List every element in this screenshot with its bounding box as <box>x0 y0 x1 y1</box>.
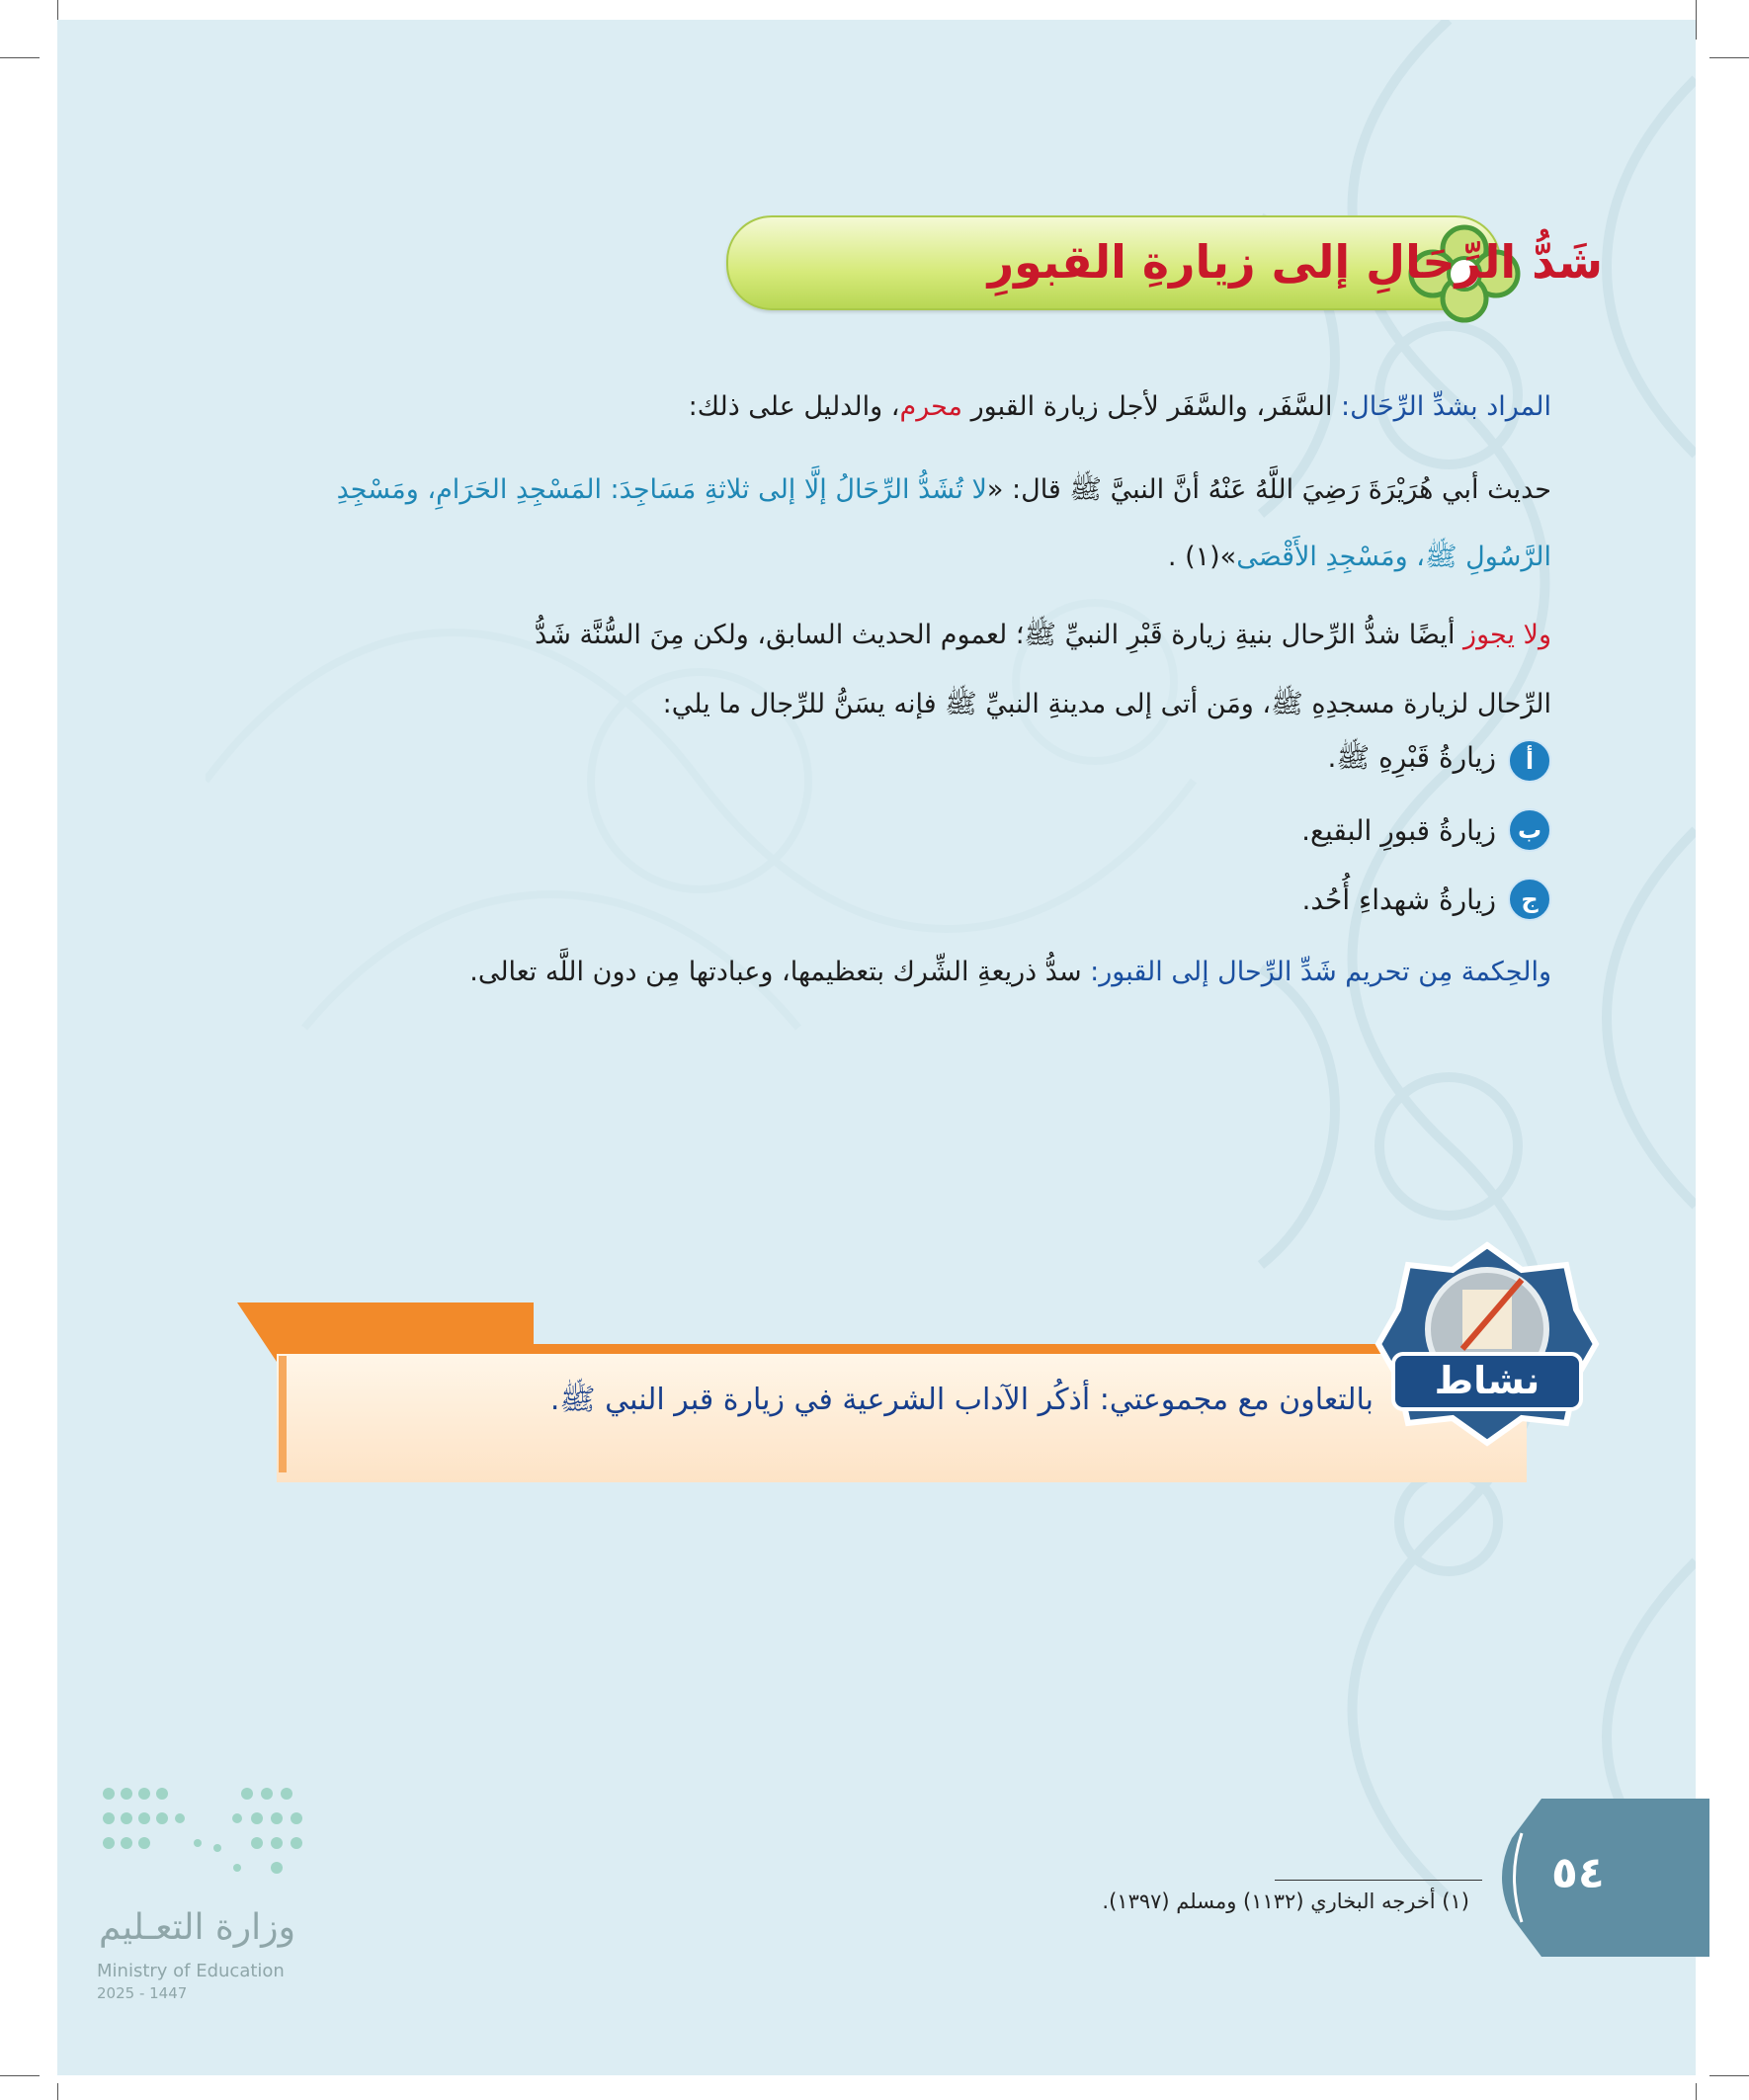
crop-mark <box>57 2083 58 2100</box>
hadith-quote-line1: لا تُشَدُّ الرِّحَالُ إلَّا إلى ثلاثةِ مَسَاجِدَ: المَسْجِدِ الحَرَامِ، ومَسْجِدِ <box>336 474 987 505</box>
wisdom-label: والحِكمة مِن تحريم شَدِّ الرِّحال إلى القبور: <box>1090 957 1551 987</box>
list-item-text: زيارةُ قبورِ البقيع. <box>1301 813 1496 847</box>
ministry-name-arabic: وزارة التعـليم <box>99 1907 295 1948</box>
list-bullet: أ <box>1508 739 1551 783</box>
definition-text-end: ، والدليل على ذلك: <box>688 391 900 422</box>
hadith-close: »(١) . <box>1167 542 1237 572</box>
list-item <box>1301 878 1551 921</box>
lesson-title: شَدُّ الرِّحَالِ إلى زيارةِ القبورِ <box>987 235 1603 289</box>
footnote: (١) أخرجه البخاري (١١٣٢) ومسلم (١٣٩٧). <box>1102 1890 1469 1913</box>
ministry-name-english: Ministry of Education <box>97 1961 285 1981</box>
haram-word: محرم <box>899 391 963 422</box>
hadith-paragraph <box>227 457 1551 591</box>
list-item-text: زيارةُ قَبْرِهِ ﷺ. <box>1327 741 1496 774</box>
ruling-paragraph <box>227 601 1551 739</box>
ministry-logo-icon <box>99 1779 306 1888</box>
list-bullet: ج <box>1508 878 1551 921</box>
definition-text: السَّفَر، والسَّفَر لأجل زيارة القبور <box>962 391 1342 422</box>
hadith-intro: حديث أبي هُرَيْرَةَ رَضِيَ اللَّهُ عَنْهُ أنَّ النبيَّ ﷺ قال: « <box>986 474 1551 505</box>
list-item <box>1327 739 1551 783</box>
activity-instruction: بالتعاون مع مجموعتي: أذكُر الآداب الشرعية في زيارة قبر النبي ﷺ. <box>549 1383 1374 1417</box>
ruling-text-line1: أيضًا شدُّ الرِّحال بنيةِ زيارة قَبْرِ النبيِّ ﷺ؛ لعموم الحديث السابق، ولكن مِنَ السُّنَّة شَدُّ <box>535 620 1464 650</box>
activity-side-bar <box>279 1356 287 1472</box>
hadith-quote-line2: الرَّسُولِ ﷺ، ومَسْجِدِ الأَقْصَى <box>1236 542 1551 572</box>
list-item-text: زيارةُ شهداءِ أُحُد. <box>1301 882 1496 916</box>
crop-mark <box>1709 2075 1749 2076</box>
ministry-year: 2025 - 1447 <box>97 1984 188 2002</box>
ruling-text-line2: الرِّحال لزيارة مسجدِهِ ﷺ، ومَن أتى إلى مدينةِ النبيِّ ﷺ فإنه يسَنُّ للرِّجال ما يلي: <box>662 689 1551 719</box>
crop-mark <box>1709 57 1749 58</box>
crop-mark <box>1696 2083 1697 2100</box>
crop-mark <box>1696 0 1697 40</box>
definition-paragraph <box>227 387 1551 427</box>
page-number: ٥٤ <box>1551 1848 1605 1898</box>
crop-mark <box>0 57 40 58</box>
footnote-divider <box>1275 1880 1482 1881</box>
list-item <box>1301 808 1551 852</box>
list-bullet: ب <box>1508 808 1551 852</box>
wisdom-paragraph <box>227 953 1551 992</box>
activity-badge-label: نشاط <box>1434 1359 1541 1402</box>
definition-label: المراد بشدِّ الرِّحَال: <box>1341 391 1551 422</box>
wisdom-text: سدُّ ذريعةِ الشِّرك بتعظيمها، وعبادتها مِن دون اللَّه تعالى. <box>469 957 1091 987</box>
crop-mark <box>0 2075 40 2076</box>
activity-badge <box>1374 1240 1601 1448</box>
la-yajuz-label: ولا يجوز <box>1463 620 1551 650</box>
page <box>57 20 1696 2075</box>
